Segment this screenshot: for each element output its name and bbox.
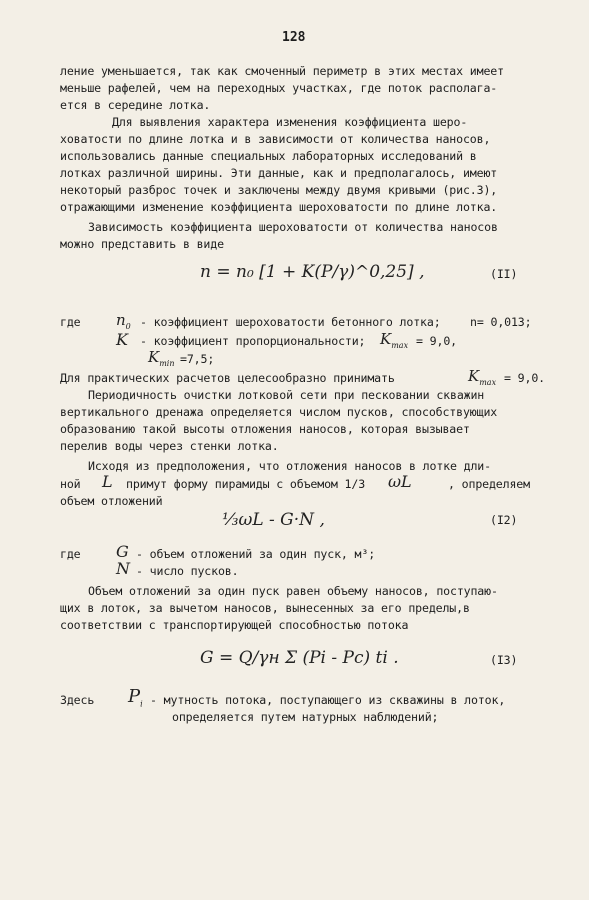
text-line: щих в лоток, за вычетом наносов, вынесенных за его пределы,в	[60, 601, 470, 615]
k-description: - коэффициент пропорциональности;	[140, 334, 366, 348]
n-value: n= 0,013;	[470, 315, 532, 329]
text-line: , определяем	[448, 477, 530, 491]
text-line: образованию такой высоты отложения наносов, которая вызывает	[60, 422, 470, 436]
equation-13-number: (I3)	[490, 653, 518, 667]
symbol-k: K	[116, 330, 128, 349]
text-line: ховатости по длине лотка и в зависимости от количества наносов,	[60, 132, 491, 146]
text-line: соответствии с транспортирующей способностью потока	[60, 618, 409, 632]
text-line: ление уменьшается, так как смоченный периметр в этих местах имеет	[60, 64, 504, 78]
symbol-n: N	[116, 559, 130, 578]
symbol-kmax: $K_{max}$	[380, 330, 409, 350]
text-line: перелив воды через стенки лотка.	[60, 439, 279, 453]
equation-12-number: (I2)	[490, 513, 518, 527]
text-line: отражающими изменение коэффициента шероховатости по длине лотка.	[60, 200, 498, 214]
text-line: Для выявления характера изменения коэффициента шеро-	[112, 115, 468, 129]
here-label: Здесь	[60, 693, 95, 707]
pi-description-cont: определяется путем натурных наблюдений;	[172, 710, 439, 724]
text-line: некоторый разброс точек и заключены между двумя кривыми (рис.3),	[60, 183, 498, 197]
text-line: Объем отложений за один пуск равен объему наносов, поступаю-	[88, 584, 498, 598]
symbol-kmax-practical: $K_{max}$	[468, 367, 497, 387]
symbol-pi: $P_i$	[128, 686, 143, 709]
symbol-n0: $n_0$	[116, 311, 131, 331]
text-line: можно представить в виде	[60, 237, 224, 251]
symbol-wl: ωL	[388, 472, 412, 491]
kmin-value: =7,5;	[180, 352, 215, 366]
text-line: меньше рафелей, чем на переходных участках, где поток располага-	[60, 81, 498, 95]
symbol-l: L	[102, 472, 113, 491]
text-line: использовались данные специальных лабораторных исследований в	[60, 149, 477, 163]
where-label: где	[60, 315, 81, 329]
text-line: лотках различной ширины. Эти данные, как и предполагалось, имеют	[60, 166, 498, 180]
text-line: вертикального дренажа определяется числом пусков, способствующих	[60, 405, 498, 419]
symbol-g: G	[116, 542, 129, 561]
equation-11: n = n₀ [1 + K(P/γ)^0,25] ,	[200, 262, 425, 282]
equation-13: G = Q/γн Σ (Pi - Pc) ti .	[200, 648, 399, 668]
kmax-practical-value: = 9,0.	[504, 371, 545, 385]
n-description: - число пусков.	[136, 564, 239, 578]
text-line: Периодичность очистки лотковой сети при песковании скважин	[88, 388, 485, 402]
text-line: Для практических расчетов целесообразно принимать	[60, 371, 395, 385]
text-line: ется в середине лотка.	[60, 98, 211, 112]
page-number: 128	[282, 30, 306, 45]
equation-12: ⅓ωL - G·N ,	[222, 510, 325, 530]
pi-description: - мутность потока, поступающего из скважины в лоток,	[150, 693, 506, 707]
kmax-value: = 9,0,	[416, 334, 457, 348]
symbol-kmin: $K_{min}$	[148, 348, 175, 368]
g-description: - объем отложений за один пуск, м³;	[136, 547, 376, 561]
n0-description: - коэффициент шероховатости бетонного лотка;	[140, 315, 441, 329]
text-line: Зависимость коэффициента шероховатости от количества наносов	[88, 220, 498, 234]
text-line: Исходя из предположения, что отложения наносов в лотке дли-	[88, 459, 491, 473]
where-label: где	[60, 547, 81, 561]
equation-11-number: (II)	[490, 267, 518, 281]
text-line: ной	[60, 477, 81, 491]
text-line: примут форму пирамиды с объемом 1/3	[126, 477, 366, 491]
text-line: объем отложений	[60, 494, 163, 508]
